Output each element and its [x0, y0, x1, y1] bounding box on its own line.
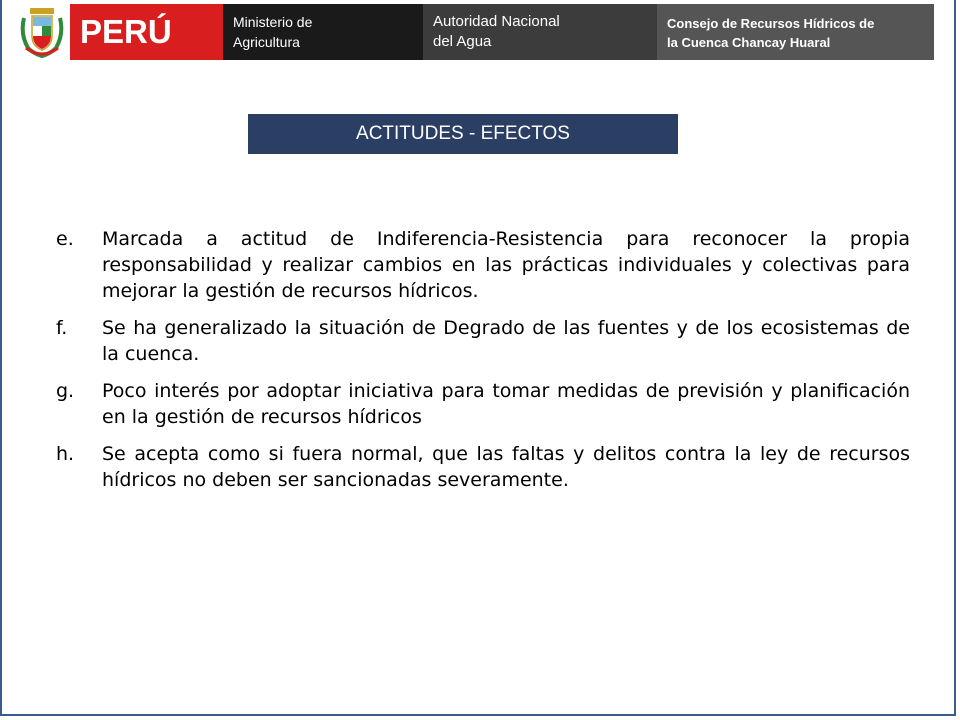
list-marker: e.: [56, 228, 74, 250]
list-marker: f.: [56, 317, 68, 339]
peru-coat-of-arms-icon: [18, 4, 66, 58]
authority-line-2: del Agua: [433, 33, 492, 50]
item-list: [56, 226, 910, 504]
authority-label: [423, 4, 657, 60]
list-marker: g.: [56, 380, 75, 402]
authority-line-1: Autoridad Nacional: [433, 13, 560, 30]
ministry-label: [223, 4, 423, 60]
country-label: PERÚ: [70, 4, 223, 60]
ministry-line-1: Ministerio de: [233, 14, 313, 30]
header-banner: [0, 0, 960, 62]
list-item-text: Poco interés por adoptar iniciativa para tomar medidas de previsión y planificación en la gestión de recursos hídricos: [102, 380, 910, 428]
list-item: [56, 378, 910, 430]
list-item-text: Marcada a actitud de Indiferencia-Resistencia para reconocer la propia responsabilidad y realizar cambios en las prácticas individuales y colectivas para mejorar la gestión de recursos hídricos.: [102, 228, 910, 302]
council-line-1: Consejo de Recursos Hídricos de: [667, 16, 875, 31]
ministry-line-2: Agricultura: [233, 34, 300, 50]
list-item: [56, 226, 910, 304]
council-label: [657, 4, 934, 60]
list-marker: h.: [56, 443, 75, 465]
section-title: ACTITUDES - EFECTOS: [248, 114, 678, 154]
list-item-text: Se acepta como si fuera normal, que las faltas y delitos contra la ley de recursos hídricos no deben ser sancionadas severamente.: [102, 443, 910, 491]
council-line-2: la Cuenca Chancay Huaral: [667, 35, 831, 50]
list-item: [56, 315, 910, 367]
list-item: [56, 441, 910, 493]
list-item-text: Se ha generalizado la situación de Degrado de las fuentes y de los ecosistemas de la cuenca.: [102, 317, 910, 365]
